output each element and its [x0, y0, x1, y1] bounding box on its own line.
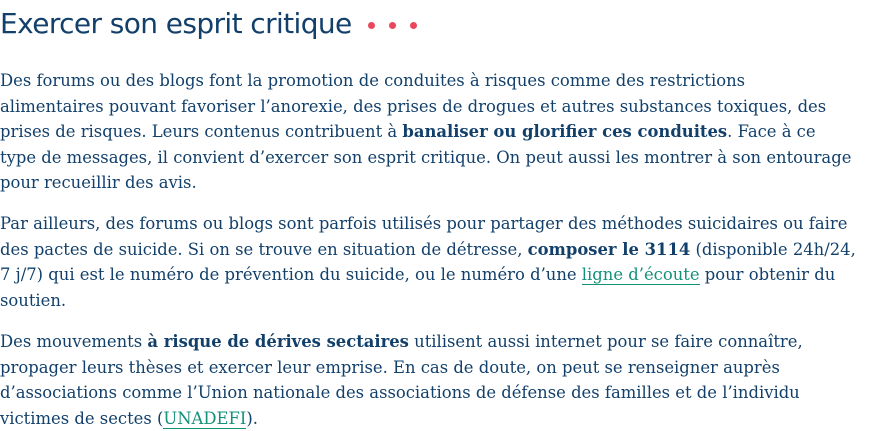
text-line: propager leurs thèses et exercer leur emprise. En cas de doute, on peut se renseigner auprès — [0, 357, 780, 377]
text-line: alimentaires pouvant favoriser l’anorexie, des prises de drogues et autres substances toxiques, des — [0, 96, 827, 116]
text-fragment: des pactes de suicide. Si on se trouve en situation de détresse, — [0, 239, 528, 259]
text-line: Des forums ou des blogs font la promotion de conduites à risques comme des restrictions — [0, 71, 746, 90]
paragraph-risky-behaviors — [0, 68, 890, 196]
text-line: soutien. — [0, 290, 67, 310]
text-fragment: (disponible 24h/24, — [690, 239, 856, 259]
text-fragment: utilisent aussi internet pour se faire connaître, — [408, 332, 803, 351]
text-line: Par ailleurs, des forums ou blogs sont parfois utilisés pour partager des méthodes suicidaires ou faire — [0, 214, 848, 233]
emphasis-3114: composer le 3114 — [527, 239, 691, 259]
text-fragment: 7 j/7) qui est le numéro de prévention du suicide, ou le numéro d’une — [0, 265, 582, 284]
text-line — [0, 119, 890, 145]
ligne-ecoute-link[interactable]: ligne d’écoute — [581, 265, 700, 284]
paragraph-suicide-prevention — [0, 211, 890, 313]
text-line — [0, 262, 890, 288]
dot-icon — [410, 22, 417, 29]
text-fragment: prises de risques. Leurs contenus contribuent à — [0, 122, 403, 141]
page-title: Exercer son esprit critique — [0, 6, 352, 40]
emphasis-banaliser: banaliser ou glorifier ces conduites — [402, 122, 728, 141]
title-row — [0, 3, 431, 43]
text-line — [0, 237, 890, 263]
paragraph-sectarian-risks — [0, 329, 890, 431]
unadefi-link[interactable]: UNADEFI — [163, 408, 247, 428]
text-fragment: pour obtenir du — [699, 265, 836, 284]
emphasis-derives-sectaires: à risque de dérives sectaires — [147, 332, 409, 351]
text-fragment: Des mouvements — [0, 332, 148, 351]
decorative-dots — [368, 22, 431, 29]
text-line: d’associations comme l’Union nationale des associations de défense des familles et de l’individu — [0, 383, 800, 402]
text-fragment: victimes de sectes ( — [0, 408, 164, 428]
text-fragment: . Face à ce — [727, 122, 816, 141]
dot-icon — [368, 22, 375, 29]
text-fragment: ). — [246, 408, 258, 428]
text-line — [0, 329, 890, 355]
dot-icon — [389, 22, 396, 29]
text-line: pour recueillir des avis. — [0, 173, 197, 192]
text-line — [0, 406, 890, 431]
text-line: type de messages, il convient d’exercer son esprit critique. On peut aussi les montrer à son entourage — [0, 147, 852, 167]
